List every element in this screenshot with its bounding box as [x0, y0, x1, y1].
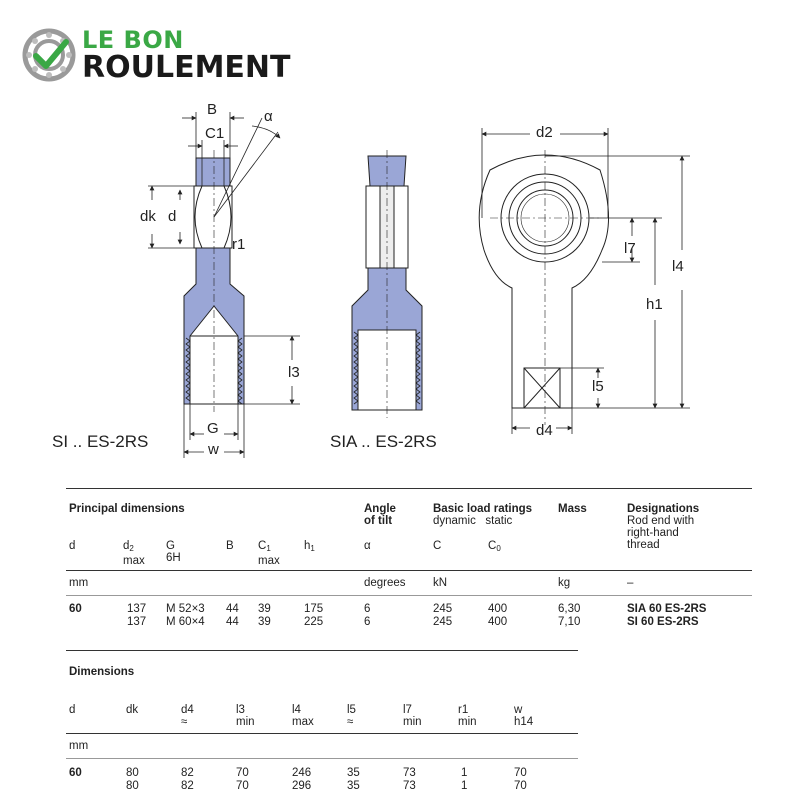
- cell-C1: 39: [258, 616, 271, 628]
- label-l4: l4: [672, 258, 684, 275]
- caption-si: SI .. ES-2RS: [52, 432, 149, 451]
- cell-B: 44: [226, 603, 239, 615]
- unit-dash: –: [627, 577, 634, 589]
- cell-C0: 400: [488, 603, 508, 615]
- label-B: B: [207, 101, 218, 118]
- col-C: C: [433, 540, 442, 552]
- cell-alpha: 6: [364, 616, 371, 628]
- col-C1: $C_1$ max: [258, 540, 280, 567]
- group-mass: Mass: [558, 503, 587, 515]
- cell-d4: 82: [181, 767, 194, 779]
- label-G: G: [207, 420, 219, 437]
- col-alpha: α: [364, 540, 371, 552]
- cell-mass: 6,30: [558, 603, 581, 615]
- cell-G: M 60×4: [166, 616, 205, 628]
- col-G: G 6H: [166, 540, 181, 564]
- cell-l4: 296: [292, 780, 312, 792]
- cell-w: 70: [514, 780, 527, 792]
- col-d: d: [69, 540, 76, 552]
- sia-rod-end-section: [352, 150, 422, 418]
- cell-r1: 1: [461, 767, 468, 779]
- cell-r1: 1: [461, 780, 468, 792]
- cell-l5: 35: [347, 767, 360, 779]
- logo-line2: ROULEMENT: [82, 50, 291, 85]
- cell-C: 245: [433, 616, 453, 628]
- label-h1: h1: [646, 296, 663, 313]
- group-angle-of-tilt: Angle of tilt: [364, 503, 396, 527]
- col-dk: dk: [126, 704, 139, 716]
- cell-C1: 39: [258, 603, 271, 615]
- unit-mm: mm: [69, 577, 89, 589]
- unit-kg: kg: [558, 577, 571, 589]
- unit-mm: mm: [69, 740, 89, 752]
- cell-G: M 52×3: [166, 603, 205, 615]
- group-designations: Designations Rod end with right-hand thread: [627, 503, 700, 551]
- cell-l7: 73: [403, 780, 416, 792]
- col-d4: d4 ≈: [181, 704, 194, 728]
- label-alpha: α: [264, 108, 273, 125]
- group-load-ratings: Basic load ratings: [433, 503, 533, 515]
- table1-d-value: 60: [69, 603, 82, 615]
- caption-sia: SIA .. ES-2RS: [330, 432, 437, 451]
- col-w: w h14: [514, 704, 534, 728]
- dimensions-title: Dimensions: [69, 666, 135, 678]
- label-d4: d4: [536, 422, 553, 439]
- col-l4: l4 max: [292, 704, 314, 728]
- col-r1: r1 min: [458, 704, 477, 728]
- col-h1: $h_1$: [304, 540, 315, 553]
- label-l7: l7: [624, 240, 636, 257]
- table2-d-value: 60: [69, 767, 82, 779]
- label-d2: d2: [536, 124, 553, 141]
- cell-C: 245: [433, 603, 453, 615]
- cell-l4: 246: [292, 767, 312, 779]
- cell-d2: 137: [127, 616, 147, 628]
- col-l5: l5 ≈: [347, 704, 356, 728]
- label-w: w: [208, 441, 219, 458]
- col-d: d: [69, 704, 76, 716]
- label-d: d: [168, 208, 177, 225]
- logo-line1: LE BON: [82, 26, 184, 54]
- label-l3: l3: [288, 364, 300, 381]
- col-B: B: [226, 540, 234, 552]
- front-view: [479, 150, 608, 425]
- unit-kN: kN: [433, 577, 448, 589]
- cell-designation: SIA 60 ES-2RS: [627, 603, 707, 615]
- group-load-sub: dynamic static: [433, 515, 513, 527]
- cell-l7: 73: [403, 767, 416, 779]
- cell-l5: 35: [347, 780, 360, 792]
- unit-degrees: degrees: [364, 577, 406, 589]
- cell-h1: 225: [304, 616, 324, 628]
- cell-designation: SI 60 ES-2RS: [627, 616, 699, 628]
- col-l3: l3 min: [236, 704, 255, 728]
- cell-l3: 70: [236, 767, 249, 779]
- cell-w: 70: [514, 767, 527, 779]
- cell-d4: 82: [181, 780, 194, 792]
- label-dk: dk: [140, 208, 156, 225]
- cell-alpha: 6: [364, 603, 371, 615]
- cell-dk: 80: [126, 767, 139, 779]
- cell-B: 44: [226, 616, 239, 628]
- group-principal-dimensions: Principal dimensions: [69, 503, 185, 515]
- cell-C0: 400: [488, 616, 508, 628]
- cell-mass: 7,10: [558, 616, 581, 628]
- label-l5: l5: [592, 378, 604, 395]
- cell-h1: 175: [304, 603, 324, 615]
- label-C1: C1: [205, 125, 225, 142]
- col-C0: $C_0$: [488, 540, 501, 553]
- cell-d2: 137: [127, 603, 147, 615]
- cell-dk: 80: [126, 780, 139, 792]
- col-l7: l7 min: [403, 704, 422, 728]
- label-r1: r1: [232, 236, 246, 253]
- col-d2: $d_2$ max: [123, 540, 145, 567]
- cell-l3: 70: [236, 780, 249, 792]
